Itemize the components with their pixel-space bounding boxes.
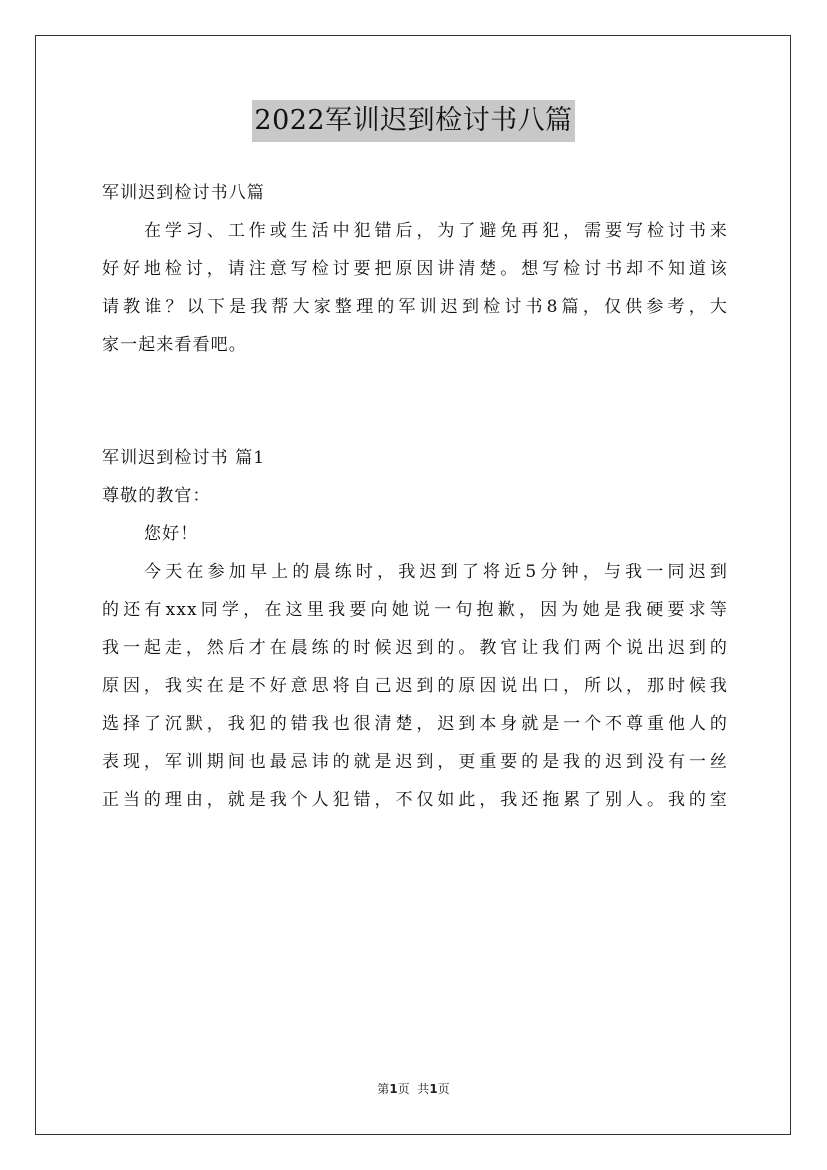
intro-line: 请教谁？以下是我帮大家整理的军训迟到检讨书8篇，仅供参考，大 bbox=[102, 297, 728, 317]
footer-total-pages: 1 bbox=[429, 1082, 438, 1096]
intro-line: 好好地检讨，请注意写检讨要把原因讲清楚。想写检讨书却不知道该 bbox=[102, 259, 728, 279]
salutation: 尊敬的教官： bbox=[102, 486, 211, 506]
body-paragraph bbox=[102, 553, 728, 819]
intro-paragraph bbox=[102, 212, 728, 364]
body-line: 表现，军训期间也最忌讳的就是迟到，更重要的是我的迟到没有一丝 bbox=[102, 752, 728, 772]
page-footer bbox=[0, 1080, 827, 1097]
body-line: 选择了沉默，我犯的错我也很清楚，迟到本身就是一个不尊重他人的 bbox=[102, 714, 728, 734]
intro-line: 家一起来看看吧。 bbox=[102, 335, 247, 355]
footer-page-prefix: 第 bbox=[377, 1082, 390, 1096]
footer-page-mid: 页 共 bbox=[397, 1082, 430, 1096]
document-body bbox=[102, 174, 728, 819]
footer-page-number: 1 bbox=[389, 1082, 398, 1096]
body-line: 今天在参加早上的晨练时，我迟到了将近5分钟，与我一同迟到 bbox=[144, 562, 728, 582]
title-container bbox=[0, 100, 827, 142]
subtitle: 军训迟到检讨书八篇 bbox=[102, 183, 265, 203]
body-line: 我一起走，然后才在晨练的时候迟到的。教官让我们两个说出迟到的 bbox=[102, 638, 728, 658]
footer-page-suffix: 页 bbox=[437, 1082, 450, 1096]
document-title: 2022军训迟到检讨书八篇 bbox=[252, 100, 574, 142]
body-line: 原因，我实在是不好意思将自己迟到的原因说出口，所以，那时候我 bbox=[102, 676, 728, 696]
section-heading: 军训迟到检讨书 篇1 bbox=[102, 448, 266, 468]
section-gap bbox=[102, 364, 728, 439]
intro-line: 在学习、工作或生活中犯错后，为了避免再犯，需要写检讨书来 bbox=[144, 221, 728, 241]
greeting: 您好！ bbox=[144, 524, 199, 544]
body-line: 正当的理由，就是我个人犯错，不仅如此，我还拖累了别人。我的室 bbox=[102, 790, 728, 810]
body-line: 的还有xxx同学，在这里我要向她说一句抱歉，因为她是我硬要求等 bbox=[102, 600, 728, 620]
